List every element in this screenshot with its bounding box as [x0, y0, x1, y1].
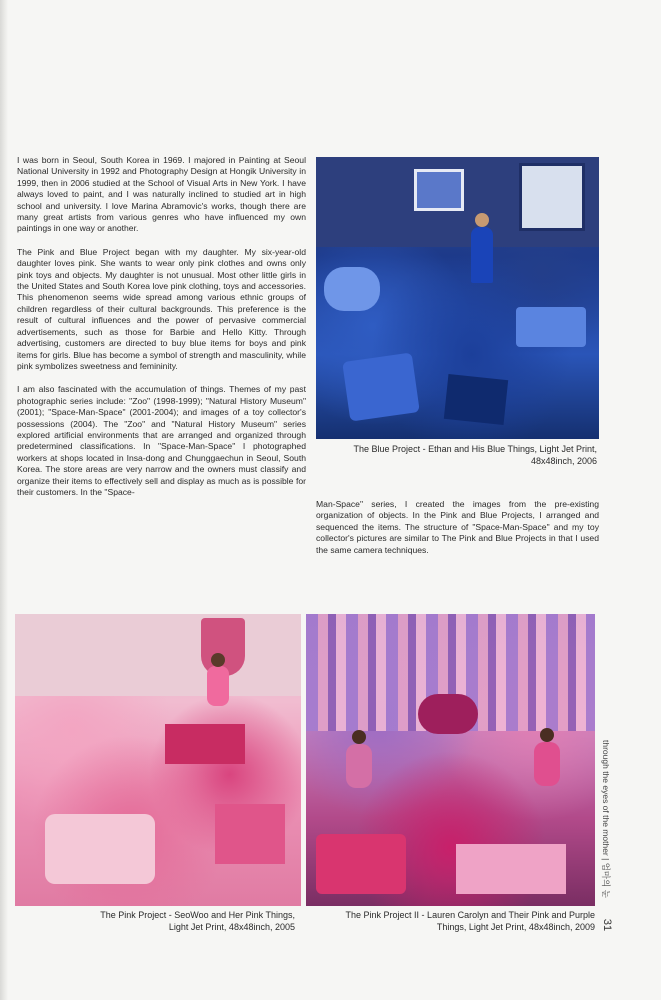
photo-blue-item — [444, 374, 508, 425]
page-binding-edge — [0, 0, 8, 1000]
photo-pink-item — [45, 814, 155, 884]
caption-line: The Pink Project II - Lauren Carolyn and Their Pink and Purple — [345, 910, 595, 920]
photo-child-figure — [207, 666, 229, 706]
photo-child-head — [475, 213, 489, 227]
photo-child-figure — [534, 742, 560, 786]
caption-line: Light Jet Print, 48x48inch, 2005 — [168, 922, 295, 932]
caption-pink-project-ii — [306, 909, 595, 933]
photo-pink-project-ii — [306, 614, 595, 906]
photo-pink-item — [456, 844, 566, 894]
photo-blue-item — [516, 307, 586, 347]
photo-child-head — [540, 728, 554, 742]
photo-child-figure — [471, 227, 493, 283]
page-number: 31 — [601, 918, 614, 932]
section-title-text: through the eyes of the mother | 엄마의 눈 — [601, 740, 611, 898]
running-section-title — [600, 740, 614, 940]
photo-pink-project — [15, 614, 301, 906]
article-right-column — [316, 499, 599, 556]
caption-line: 48x48inch, 2006 — [530, 456, 597, 466]
photo-pink-item — [215, 804, 285, 864]
paragraph-project-origin: The Pink and Blue Project began with my daughter. My six-year-old daughter loves pink. She wants to wear only pink clothes and owns only pink toys and objects. My daughter is not unusual. Most other little girls in the United States and South Korea love pink clothing, toys and accessories. This phenomenon seems wide spread among various ethnic groups of children regardless of their cultural backgrounds. This preference is the result of cultural influences and the power of pervasive commercial advertisements, such as those for Barbie and Hello Kitty. Through advertising, customers are directed to buy blue items for boys and pink items for girls. Blue has become a symbol of strength and masculinity, while pink symbolizes sweetness and femininity. — [17, 246, 306, 371]
photo-pink-item — [316, 834, 406, 894]
article-left-column — [17, 155, 306, 510]
caption-pink-project — [15, 909, 295, 933]
photo-pink-item — [165, 724, 245, 764]
photo-wall-frame — [414, 169, 464, 211]
paragraph-biography: I was born in Seoul, South Korea in 1969. I majored in Painting at Seoul National University in 1992 and Photography Design at Hongik University in 1999, then in 2006 studied at the School of Visual Arts in New York. I have always loved to paint, and I was naturally inclined to studied art in high school and university. I love Marina Abramovic's works, though there are many great artists from various genres who have influenced my own paintings in one way or another. — [17, 155, 306, 234]
photo-child-head — [352, 730, 366, 744]
photo-child-figure — [346, 744, 372, 788]
photo-child-head — [211, 653, 225, 667]
caption-blue-project — [316, 443, 597, 467]
photo-blue-item — [324, 267, 380, 311]
photo-wall — [15, 614, 301, 696]
photo-blue-item — [342, 352, 420, 421]
paragraph-accumulation: I am also fascinated with the accumulation of things. Themes of my past photographic series include: "Zoo" (1998-1999); "Natural History Museum" (2001); "Space-Man-Space" (2001-2004); and images of a toy collector's possessions (2004). The "Zoo" and "Natural History Museum" series explored artificial environments that are arranged and organized through predetermined classifications. In "Space-Man-Space" I photographed workers at shops located in Insa-dong and Chunggaechun in Seoul, South Korea. The store areas are very narrow and the owners must classify and organize their items to effectively sell and display as much as is possible for their customers. In the "Space- — [17, 384, 306, 497]
photo-window — [519, 163, 585, 231]
caption-line: The Pink Project - SeoWoo and Her Pink Things, — [100, 910, 295, 920]
caption-line: Things, Light Jet Print, 48x48inch, 2009 — [436, 922, 595, 932]
caption-line: The Blue Project - Ethan and His Blue Things, Light Jet Print, — [353, 444, 597, 454]
photo-blue-project — [316, 157, 599, 439]
paragraph-continuation: Man-Space" series, I created the images from the pre-existing organization of objects. In the Pink and Blue Projects, I arranged and sequenced the items. The structure of "Space-Man-Space" and my toy collector's pictures are similar to The Pink and Blue Projects in that I used the same camera techniques. — [316, 499, 599, 555]
photo-feather-boa — [418, 694, 478, 734]
